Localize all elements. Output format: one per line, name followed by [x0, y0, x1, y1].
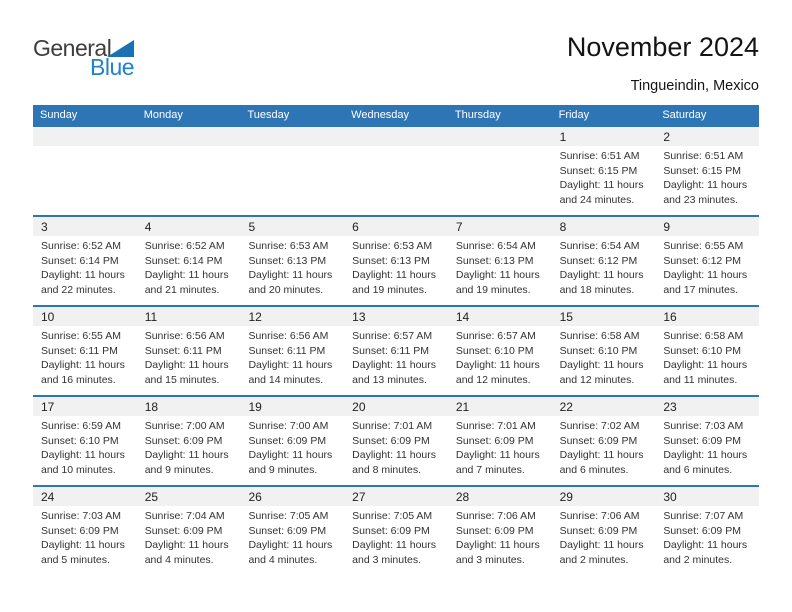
weekday-header-tuesday: Tuesday [247, 109, 290, 121]
weekday-header-thursday: Thursday [454, 109, 501, 121]
day-daylight-line2: and 12 minutes. [559, 373, 635, 386]
day-details [344, 326, 448, 387]
calendar-grid [33, 105, 759, 575]
day-daylight-line2: and 10 minutes. [41, 463, 116, 476]
day-details [448, 146, 552, 149]
day-sunrise: Sunrise: 7:01 AM [352, 420, 433, 432]
day-daylight-line1: Daylight: 11 hours [41, 449, 125, 462]
day-daylight-line2: and 13 minutes. [352, 373, 427, 386]
day-daylight-line1: Daylight: 11 hours [455, 359, 540, 372]
day-number [33, 127, 137, 146]
day-cell [344, 397, 448, 485]
day-details [240, 236, 344, 297]
day-details [344, 506, 448, 567]
day-daylight-line1: Daylight: 11 hours [248, 269, 333, 282]
day-details [137, 416, 241, 477]
day-cell [448, 307, 552, 395]
day-details [552, 416, 656, 477]
day-cell [552, 307, 656, 395]
day-details [240, 506, 344, 567]
day-details [552, 326, 656, 387]
day-sunset: Sunset: 6:09 PM [248, 524, 327, 537]
day-sunset: Sunset: 6:10 PM [663, 344, 741, 357]
week-row [33, 395, 759, 485]
day-number: 2 [655, 127, 759, 146]
day-sunset: Sunset: 6:09 PM [352, 524, 430, 537]
day-daylight-line1: Daylight: 11 hours [663, 539, 748, 552]
day-sunrise: Sunrise: 6:57 AM [455, 330, 536, 342]
day-daylight-line1: Daylight: 11 hours [663, 269, 748, 282]
day-sunset: Sunset: 6:11 PM [248, 344, 326, 357]
day-daylight-line1: Daylight: 11 hours [559, 359, 644, 372]
day-sunset: Sunset: 6:11 PM [41, 344, 118, 357]
day-sunrise: Sunrise: 7:06 AM [559, 510, 640, 522]
day-daylight-line2: and 19 minutes. [455, 283, 531, 296]
day-daylight-line1: Daylight: 11 hours [663, 359, 748, 372]
day-sunrise: Sunrise: 7:00 AM [248, 420, 329, 432]
day-sunset: Sunset: 6:09 PM [559, 524, 638, 537]
day-sunrise: Sunrise: 7:06 AM [455, 510, 536, 522]
day-details [655, 146, 759, 207]
day-sunrise: Sunrise: 6:52 AM [41, 240, 121, 252]
day-daylight-line2: and 12 minutes. [455, 373, 531, 386]
day-details [33, 506, 137, 567]
day-daylight-line2: and 11 minutes. [663, 373, 738, 386]
day-sunset: Sunset: 6:10 PM [559, 344, 638, 357]
logo-text-general: General [33, 35, 112, 61]
day-sunrise: Sunrise: 6:58 AM [663, 330, 744, 342]
week-row [33, 305, 759, 395]
day-number: 6 [344, 217, 448, 236]
weekday-header-wednesday: Wednesday [351, 109, 410, 121]
day-number: 13 [344, 307, 448, 326]
day-daylight-line1: Daylight: 11 hours [41, 359, 125, 372]
day-sunset: Sunset: 6:15 PM [663, 164, 741, 177]
day-daylight-line1: Daylight: 11 hours [248, 539, 333, 552]
day-cell [448, 217, 552, 305]
day-sunrise: Sunrise: 6:54 AM [559, 240, 640, 252]
day-details [655, 236, 759, 297]
day-sunset: Sunset: 6:09 PM [144, 524, 223, 537]
day-sunset: Sunset: 6:09 PM [455, 524, 534, 537]
day-daylight-line2: and 4 minutes. [248, 553, 318, 566]
day-sunrise: Sunrise: 6:53 AM [248, 240, 329, 252]
day-sunset: Sunset: 6:09 PM [41, 524, 119, 537]
day-sunrise: Sunrise: 6:59 AM [41, 420, 121, 432]
day-daylight-line1: Daylight: 11 hours [663, 179, 748, 192]
day-details [137, 146, 241, 149]
day-details [33, 236, 137, 297]
day-cell [655, 307, 759, 395]
day-cell [344, 307, 448, 395]
weekday-header-friday: Friday [558, 109, 590, 121]
day-number: 20 [344, 397, 448, 416]
day-details [448, 236, 552, 297]
day-daylight-line2: and 4 minutes. [144, 553, 214, 566]
day-number [448, 127, 552, 146]
day-sunset: Sunset: 6:12 PM [559, 254, 638, 267]
day-details [240, 146, 344, 149]
day-details [448, 326, 552, 387]
day-sunset: Sunset: 6:11 PM [144, 344, 222, 357]
weekday-header-row [33, 105, 759, 125]
day-sunrise: Sunrise: 7:03 AM [41, 510, 121, 522]
day-daylight-line2: and 14 minutes. [248, 373, 324, 386]
day-sunrise: Sunrise: 7:07 AM [663, 510, 744, 522]
day-sunset: Sunset: 6:14 PM [144, 254, 223, 267]
day-cell [240, 217, 344, 305]
day-details [137, 236, 241, 297]
day-details [448, 416, 552, 477]
day-daylight-line2: and 5 minutes. [41, 553, 110, 566]
day-cell [240, 307, 344, 395]
day-sunset: Sunset: 6:09 PM [559, 434, 638, 447]
day-cell [344, 487, 448, 575]
day-cell [137, 217, 241, 305]
week-row [33, 125, 759, 215]
day-cell [655, 397, 759, 485]
logo-triangle-icon [107, 40, 134, 57]
day-details [344, 236, 448, 297]
day-details [655, 416, 759, 477]
day-details [344, 416, 448, 477]
day-daylight-line1: Daylight: 11 hours [352, 269, 437, 282]
day-daylight-line2: and 15 minutes. [144, 373, 220, 386]
day-cell [655, 217, 759, 305]
day-cell [552, 217, 656, 305]
day-number: 23 [655, 397, 759, 416]
day-daylight-line1: Daylight: 11 hours [248, 359, 333, 372]
day-sunrise: Sunrise: 6:56 AM [248, 330, 329, 342]
day-sunrise: Sunrise: 6:57 AM [352, 330, 433, 342]
day-sunset: Sunset: 6:13 PM [248, 254, 327, 267]
day-number: 19 [240, 397, 344, 416]
day-daylight-line2: and 6 minutes. [663, 463, 733, 476]
day-daylight-line2: and 3 minutes. [352, 553, 422, 566]
day-daylight-line1: Daylight: 11 hours [352, 539, 437, 552]
day-daylight-line2: and 6 minutes. [559, 463, 629, 476]
weekday-header-monday: Monday [143, 109, 183, 121]
day-daylight-line1: Daylight: 11 hours [663, 449, 748, 462]
day-daylight-line1: Daylight: 11 hours [41, 539, 125, 552]
day-number: 14 [448, 307, 552, 326]
day-cell-empty [137, 127, 241, 215]
day-daylight-line2: and 20 minutes. [248, 283, 324, 296]
day-details [33, 146, 137, 149]
day-daylight-line2: and 24 minutes. [559, 193, 635, 206]
day-details [552, 236, 656, 297]
day-cell [448, 397, 552, 485]
day-cell-empty [240, 127, 344, 215]
day-number: 27 [344, 487, 448, 506]
day-daylight-line2: and 9 minutes. [248, 463, 318, 476]
day-number: 8 [552, 217, 656, 236]
day-number: 15 [552, 307, 656, 326]
day-number: 1 [552, 127, 656, 146]
day-sunset: Sunset: 6:09 PM [352, 434, 430, 447]
day-cell [552, 127, 656, 215]
day-daylight-line2: and 19 minutes. [352, 283, 427, 296]
day-sunrise: Sunrise: 6:54 AM [455, 240, 536, 252]
day-cell [137, 397, 241, 485]
day-cell [552, 487, 656, 575]
day-number: 5 [240, 217, 344, 236]
day-daylight-line1: Daylight: 11 hours [144, 539, 229, 552]
day-cell [448, 487, 552, 575]
day-daylight-line2: and 9 minutes. [144, 463, 214, 476]
day-daylight-line2: and 23 minutes. [663, 193, 739, 206]
day-sunset: Sunset: 6:09 PM [663, 524, 741, 537]
day-details [137, 326, 241, 387]
day-sunrise: Sunrise: 7:00 AM [144, 420, 225, 432]
day-details [552, 506, 656, 567]
day-daylight-line1: Daylight: 11 hours [144, 359, 229, 372]
day-number: 26 [240, 487, 344, 506]
day-daylight-line1: Daylight: 11 hours [248, 449, 333, 462]
logo-general-blue [33, 36, 153, 78]
day-daylight-line1: Daylight: 11 hours [455, 269, 540, 282]
day-number: 7 [448, 217, 552, 236]
day-sunrise: Sunrise: 6:51 AM [663, 150, 744, 162]
weekday-header-saturday: Saturday [662, 109, 707, 121]
day-daylight-line1: Daylight: 11 hours [559, 179, 644, 192]
day-details [448, 506, 552, 567]
day-daylight-line1: Daylight: 11 hours [455, 539, 540, 552]
day-sunset: Sunset: 6:13 PM [455, 254, 534, 267]
day-details [552, 146, 656, 207]
day-daylight-line1: Daylight: 11 hours [455, 449, 540, 462]
day-daylight-line1: Daylight: 11 hours [144, 269, 229, 282]
day-cell [655, 127, 759, 215]
day-sunrise: Sunrise: 7:02 AM [559, 420, 640, 432]
day-daylight-line2: and 17 minutes. [663, 283, 739, 296]
day-daylight-line1: Daylight: 11 hours [144, 449, 229, 462]
day-cell-empty [33, 127, 137, 215]
day-cell [240, 487, 344, 575]
day-sunrise: Sunrise: 7:05 AM [248, 510, 329, 522]
month-title: November 2024 [566, 32, 759, 62]
day-daylight-line2: and 16 minutes. [41, 373, 116, 386]
day-details [655, 326, 759, 387]
day-number: 10 [33, 307, 137, 326]
day-sunset: Sunset: 6:12 PM [663, 254, 741, 267]
day-number: 30 [655, 487, 759, 506]
day-daylight-line1: Daylight: 11 hours [559, 539, 644, 552]
day-details [240, 416, 344, 477]
day-sunrise: Sunrise: 7:03 AM [663, 420, 744, 432]
day-sunrise: Sunrise: 6:52 AM [144, 240, 225, 252]
day-sunrise: Sunrise: 7:01 AM [455, 420, 536, 432]
day-number: 16 [655, 307, 759, 326]
day-sunrise: Sunrise: 7:05 AM [352, 510, 433, 522]
day-sunset: Sunset: 6:10 PM [41, 434, 119, 447]
day-daylight-line2: and 22 minutes. [41, 283, 116, 296]
day-daylight-line2: and 7 minutes. [455, 463, 525, 476]
day-cell [33, 307, 137, 395]
day-sunrise: Sunrise: 6:56 AM [144, 330, 225, 342]
week-row [33, 485, 759, 575]
day-number: 11 [137, 307, 241, 326]
day-daylight-line1: Daylight: 11 hours [559, 449, 644, 462]
day-details [33, 326, 137, 387]
day-number: 3 [33, 217, 137, 236]
day-sunset: Sunset: 6:09 PM [663, 434, 741, 447]
day-cell-empty [448, 127, 552, 215]
day-number: 21 [448, 397, 552, 416]
day-cell [137, 487, 241, 575]
location-subtitle: Tingueindin, Mexico [630, 78, 759, 94]
day-sunset: Sunset: 6:09 PM [455, 434, 534, 447]
day-daylight-line2: and 2 minutes. [559, 553, 629, 566]
day-sunrise: Sunrise: 6:58 AM [559, 330, 640, 342]
day-cell [344, 217, 448, 305]
day-sunset: Sunset: 6:10 PM [455, 344, 534, 357]
day-daylight-line1: Daylight: 11 hours [41, 269, 125, 282]
day-number: 12 [240, 307, 344, 326]
day-sunset: Sunset: 6:11 PM [352, 344, 430, 357]
day-cell [240, 397, 344, 485]
day-sunrise: Sunrise: 6:55 AM [663, 240, 744, 252]
day-daylight-line2: and 21 minutes. [144, 283, 220, 296]
day-cell [33, 397, 137, 485]
day-cell [33, 487, 137, 575]
day-daylight-line2: and 18 minutes. [559, 283, 635, 296]
day-details [137, 506, 241, 567]
week-row [33, 215, 759, 305]
day-number: 25 [137, 487, 241, 506]
day-details [240, 326, 344, 387]
day-cell [552, 397, 656, 485]
day-number [240, 127, 344, 146]
day-sunset: Sunset: 6:14 PM [41, 254, 119, 267]
day-number: 29 [552, 487, 656, 506]
day-cell [137, 307, 241, 395]
day-sunrise: Sunrise: 6:55 AM [41, 330, 121, 342]
day-daylight-line2: and 2 minutes. [663, 553, 733, 566]
day-cell [655, 487, 759, 575]
day-number [137, 127, 241, 146]
day-sunrise: Sunrise: 6:51 AM [559, 150, 640, 162]
day-number: 17 [33, 397, 137, 416]
day-sunset: Sunset: 6:09 PM [144, 434, 223, 447]
weekday-header-sunday: Sunday [40, 109, 78, 121]
day-details [655, 506, 759, 567]
day-details [344, 146, 448, 149]
day-number: 18 [137, 397, 241, 416]
day-daylight-line2: and 3 minutes. [455, 553, 525, 566]
day-number: 4 [137, 217, 241, 236]
logo-text-blue: Blue [90, 54, 135, 80]
day-daylight-line2: and 8 minutes. [352, 463, 422, 476]
day-daylight-line1: Daylight: 11 hours [559, 269, 644, 282]
day-cell [33, 217, 137, 305]
day-cell-empty [344, 127, 448, 215]
day-daylight-line1: Daylight: 11 hours [352, 359, 437, 372]
weeks-container [33, 125, 759, 575]
day-number: 28 [448, 487, 552, 506]
day-sunset: Sunset: 6:15 PM [559, 164, 638, 177]
day-sunset: Sunset: 6:09 PM [248, 434, 327, 447]
day-details [33, 416, 137, 477]
day-sunrise: Sunrise: 7:04 AM [144, 510, 225, 522]
day-sunset: Sunset: 6:13 PM [352, 254, 430, 267]
day-number: 24 [33, 487, 137, 506]
day-sunrise: Sunrise: 6:53 AM [352, 240, 433, 252]
day-number [344, 127, 448, 146]
day-daylight-line1: Daylight: 11 hours [352, 449, 437, 462]
day-number: 9 [655, 217, 759, 236]
day-number: 22 [552, 397, 656, 416]
